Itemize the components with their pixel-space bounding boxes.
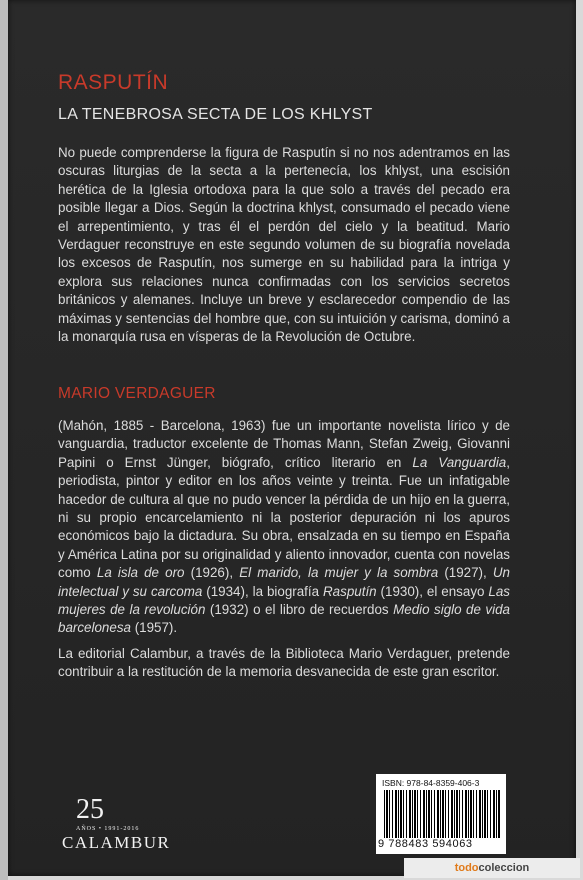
book-subtitle: LA TENEBROSA SECTA DE LOS KHLYST — [58, 106, 373, 123]
bio-italic: Medio siglo de vida barcelonesa — [58, 602, 510, 636]
watermark-suffix: coleccion — [478, 862, 530, 874]
book-edge — [0, 0, 8, 880]
bio-italic: Un intelectual y su carcoma — [58, 565, 510, 599]
publisher-logo — [62, 796, 182, 853]
bio-text: (1926), — [184, 565, 240, 581]
bio-text: (1957). — [130, 620, 178, 636]
closing-paragraph: La editorial Calambur, a través de la Biblioteca Mario Verdaguer, pretende contribuir a la restitución de la memoria desvanecida de este gran escritor. — [58, 646, 510, 680]
bio-text: , periodista, pintor y editor en los años veinte y treinta. Fue un infatigable hacedor de cultura al que no pudo vencer la pérdida de un hijo en la guerra, ni su propio encarcelamiento ni la posterior depuración ni los apuros económicos bajo la dictadura. Su obra, ensalzada en su tiempo en España y América Latina por su originalidad y aliento innovador, cuenta con novelas como — [58, 454, 510, 581]
watermark-prefix: todo — [454, 862, 479, 874]
bio-text: (1927), — [438, 565, 493, 581]
author-heading: MARIO VERDAGUER — [58, 385, 216, 402]
book-title: RASPUTÍN — [58, 71, 169, 94]
author-bio-paragraph — [58, 417, 510, 638]
bio-italic: La Vanguardia — [412, 454, 507, 470]
synopsis-paragraph: No puede comprenderse la figura de Rasputín si no nos adentramos en las oscuras liturgias de la secta a la pertenecía, los khlyst, una escisión herética de la Iglesia ortodoxa para la que solo a través del pecado era posible llegar a Dios. Según la doctrina khlyst, consumado el pecado viene el arrepentimiento, y tras él el perdón del cielo y la beatitud. Mario Verdaguer reconstruye en este segundo volumen de su biografía novelada los excesos de Rasputín, nos sumerge en su habilidad para la intriga y explora sus relaciones nunca confirmadas con los servicios secretos británicos y alemanes. Incluye un breve y esclarecedor compendio de las máximas y sentencias del hombre que, con su intuición y carisma, dominó a la monarquía rusa en vísperas de la Revolución de Octubre. — [58, 145, 510, 345]
bio-text: (Mahón, 1885 - Barcelona, 1963) fue un importante novelista lírico y de vanguardia, traductor excelente de Thomas Mann, Stefan Zweig, Giovanni Papini o Ernst Jünger, biógrafo, crítico literario en — [58, 418, 510, 470]
bio-text: (1932) o el libro de recuerdos — [205, 602, 394, 618]
bio-italic: El marido, la mujer y la sombra — [239, 565, 439, 581]
logo-anniversary-number: 25 — [76, 794, 104, 825]
logo-years: AÑOS • 1991-2016 — [76, 826, 140, 832]
barcode-icon — [384, 790, 500, 838]
bio-italic: La isla de oro — [96, 565, 185, 581]
publisher-name: CALAMBUR — [62, 833, 171, 852]
bio-italic: Las mujeres de la revolución — [58, 583, 510, 618]
barcode-label — [376, 774, 506, 854]
isbn-text: ISBN: 978-84-8359-406-3 — [382, 778, 480, 788]
bio-text: (1934), la biografía — [202, 583, 324, 599]
bio-text: (1930), el ensayo — [376, 583, 489, 599]
ean-number: 9 788483 594063 — [378, 838, 473, 850]
watermark — [404, 858, 580, 878]
bio-italic: Rasputín — [323, 583, 377, 599]
